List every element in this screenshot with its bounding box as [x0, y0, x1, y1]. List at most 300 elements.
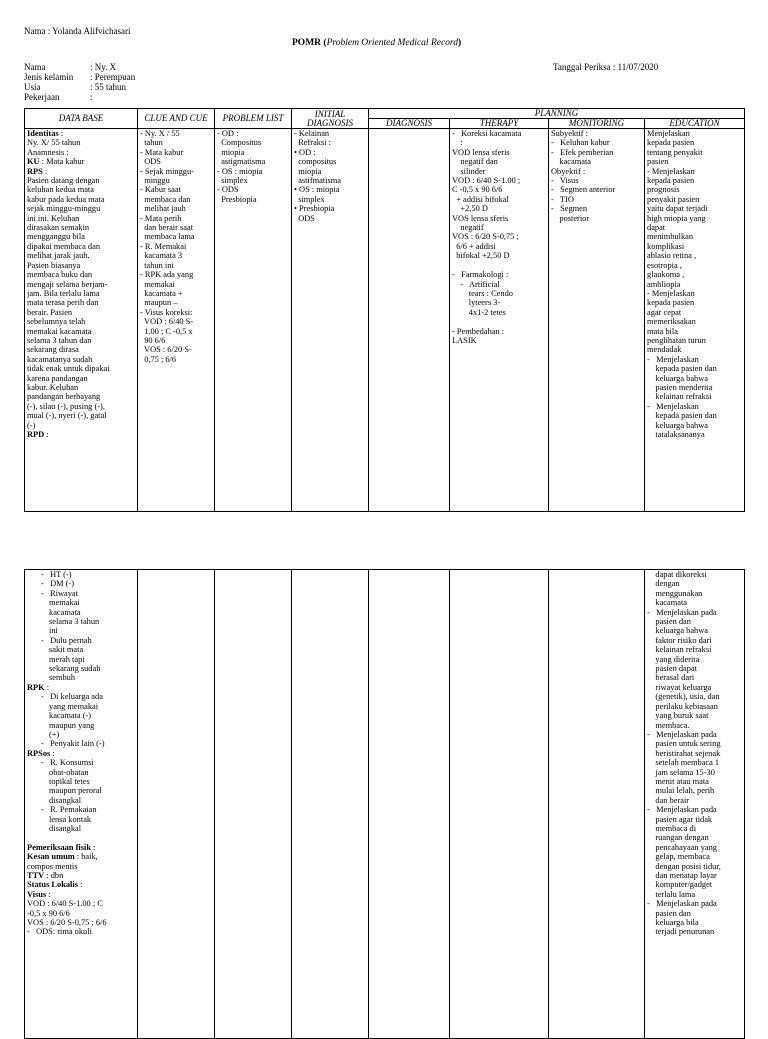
text-line — [27, 242, 135, 251]
text-line: kacamata 3 — [140, 251, 183, 261]
line-text: melihat jarak jauh. — [27, 251, 90, 261]
text-line: kelainan refraksi — [647, 645, 712, 655]
text-line: ruangan dengan — [647, 833, 709, 843]
line-text: obat-obatan — [49, 767, 89, 777]
text-line: simplex — [294, 194, 325, 204]
text-line: negatif — [452, 223, 484, 233]
text-line — [27, 570, 135, 579]
text-line: pasien agar tidak — [647, 814, 713, 824]
text-line: - Artificial — [452, 279, 500, 289]
text-line: ODS — [294, 213, 315, 223]
cell-education-cont — [645, 570, 745, 1039]
text-line — [27, 673, 135, 682]
bold-label: RPSos — [27, 748, 51, 758]
text-line — [27, 374, 135, 383]
line-text: (-) — [27, 420, 36, 430]
text-line: compositus — [294, 157, 337, 167]
cell-initial-cont — [292, 570, 369, 1039]
text-line: yaitu dapat terjadi — [647, 204, 708, 214]
text-line: 0,75 ; 6/6 — [140, 354, 177, 364]
text-line: Obyektif : — [551, 166, 586, 176]
text-line: - Kabur saat — [140, 185, 181, 195]
text-line: VOD : 6/40 S-1.00 ; — [452, 176, 521, 186]
text-line: astigmatisma — [217, 157, 266, 167]
line-text: yang memakai — [49, 701, 99, 711]
line-text: keluhan kedua mata — [27, 185, 94, 195]
text-line — [27, 711, 135, 720]
text-line — [27, 796, 135, 805]
text-line — [27, 336, 135, 345]
line-text: sekarang dirasa — [27, 345, 79, 355]
author-name: Nama : Yolanda Alifvichasari — [24, 26, 131, 36]
pomr-table-page1 — [24, 108, 745, 512]
cell-monitoring-cont — [549, 570, 645, 1039]
text-line: - Sejak minggu- — [140, 166, 194, 176]
text-line — [27, 214, 135, 223]
bold-label: Kesan umum — [27, 852, 75, 862]
text-line: tears : Cendo — [452, 288, 513, 298]
text-line — [27, 185, 135, 194]
text-line: membaca dan — [140, 194, 191, 204]
line-text: selama 3 tahun dan — [27, 335, 92, 345]
line-text: membaca buku dan — [27, 270, 93, 280]
cell-education — [645, 129, 745, 512]
text-line — [27, 758, 135, 767]
text-line — [27, 730, 135, 739]
text-line: - Menjelaskan pada — [647, 805, 717, 815]
text-line: komplikasi — [647, 241, 685, 251]
text-line: - Ny. X / 55 — [140, 129, 180, 138]
text-line: agar cepat — [647, 307, 682, 317]
text-line: tahun — [140, 138, 163, 148]
text-line: high miopia yang — [647, 213, 706, 223]
text-line — [27, 890, 135, 899]
text-line: keluarga bahwa — [647, 626, 709, 636]
line-text: - R. Pemakaian — [41, 805, 97, 815]
text-line: Compositus — [217, 138, 262, 148]
text-line — [27, 768, 135, 777]
text-line — [27, 289, 135, 298]
text-line — [27, 579, 135, 588]
text-line: menimbulkan — [647, 232, 694, 242]
text-line — [27, 176, 135, 185]
bold-label: RPK — [27, 682, 45, 692]
line-text: mengaji selama berjam- — [27, 279, 108, 289]
text-line: - OD : — [217, 129, 239, 138]
text-line: mata bila — [647, 326, 678, 336]
text-line: kelainan refraksi — [647, 392, 712, 402]
line-text: - HT (-) — [41, 570, 72, 579]
line-text: Ny. X/ 55 tahun — [27, 138, 81, 148]
line-text: dirasakan semakin — [27, 223, 90, 233]
text-line: dengan — [647, 579, 680, 589]
text-line: kacamata + — [140, 288, 183, 298]
line-text: sejak minggu-minggu — [27, 204, 101, 214]
bold-label: RPS — [27, 166, 43, 176]
text-line — [27, 899, 135, 908]
line-text: Pasien biasanya — [27, 260, 81, 270]
line-text: kacamata (-) — [49, 711, 92, 721]
bold-label: Status Lokalis — [27, 880, 78, 890]
cell-diagnosis — [369, 129, 450, 512]
text-line: VOD : 6/40 S- — [140, 317, 194, 327]
line-text: selama 3 tahun — [49, 617, 100, 627]
text-line: memakai — [140, 279, 175, 289]
text-line — [27, 739, 135, 748]
text-line — [27, 308, 135, 317]
line-text: -0,5 x 90 6/6 — [27, 908, 70, 918]
text-line: 90 6/6 — [140, 335, 166, 345]
text-line — [452, 261, 546, 270]
text-line — [27, 918, 135, 927]
text-line: - Visus — [551, 176, 579, 186]
text-line: membaca. — [647, 720, 690, 730]
line-text: disangkal — [49, 795, 82, 805]
text-line — [27, 223, 135, 232]
text-line: dan menatap layar — [647, 871, 717, 880]
text-line: : — [452, 138, 463, 148]
text-line: LASIK — [452, 335, 477, 345]
cell-problem-list — [215, 129, 292, 512]
text-line: dengan posisi tidur, — [647, 861, 721, 871]
text-line: menit atau mata — [647, 776, 709, 786]
line-text: : — [44, 682, 50, 692]
line-text: : — [44, 430, 49, 439]
patient-info — [24, 62, 135, 102]
text-line — [27, 862, 135, 871]
line-text: : — [50, 748, 55, 758]
text-line: memeriksakan — [647, 317, 696, 327]
line-text: compos mentis — [27, 861, 78, 871]
text-line: - Menjelaskan — [647, 354, 699, 364]
text-line: kepada pasien — [647, 138, 695, 148]
text-line: pasien dan — [647, 908, 691, 918]
text-line — [27, 383, 135, 392]
text-line: - Segmen — [551, 204, 588, 214]
text-line: - Koreksi kacamata — [452, 129, 522, 138]
text-line: - RPK ada yang — [140, 270, 194, 280]
text-line — [27, 298, 135, 307]
text-line: negatif dan — [452, 157, 498, 167]
text-line — [27, 345, 135, 354]
line-text: berair. Pasien — [27, 307, 73, 317]
text-line — [27, 608, 135, 617]
text-line: kacamata — [647, 598, 687, 608]
line-text: : dbn — [44, 871, 64, 880]
text-line — [27, 355, 135, 364]
line-text: mual (-), nyeri (-), gatal — [27, 411, 107, 421]
text-line: dan berair saat — [140, 223, 194, 233]
text-line: maupun – — [140, 298, 178, 308]
text-line: dapat dikoreksi — [647, 570, 707, 579]
line-text: sakit mata — [49, 645, 84, 655]
text-line: VOS : 6/20 S- — [140, 345, 192, 355]
line-text: merah tapi — [49, 654, 85, 664]
text-line: riwayat keluarga — [647, 682, 712, 692]
bold-label: RPD — [27, 430, 45, 439]
text-line — [27, 805, 135, 814]
text-line: pasien dan — [647, 617, 691, 627]
line-text: mata terasa perih dan — [27, 298, 99, 308]
text-line — [27, 317, 135, 326]
text-line — [27, 589, 135, 598]
text-line: astifmatisma — [294, 176, 341, 186]
bold-label: TTV — [27, 871, 45, 880]
text-line — [27, 411, 135, 420]
text-line: - Visus koreksi: — [140, 307, 193, 317]
text-line — [27, 392, 135, 401]
cell-clue — [138, 129, 215, 512]
text-line: pencahayaan yang — [647, 842, 717, 852]
text-line: VOS : 6/20 S-0,75 ; — [452, 232, 519, 242]
col-header-education: EDUCATION — [645, 119, 745, 129]
cell-therapy-cont — [450, 570, 549, 1039]
text-line: perilaku kebiasaan — [647, 701, 718, 711]
text-line — [27, 204, 135, 213]
text-line: - Segmen anterior — [551, 185, 616, 195]
page-title — [292, 38, 461, 48]
text-line — [27, 664, 135, 673]
line-text: memakai kacamata — [27, 326, 92, 336]
text-line — [27, 702, 135, 711]
col-header-monitoring: MONITORING — [549, 119, 645, 129]
text-line: posterior — [551, 213, 590, 223]
text-line: penglihatan turun — [647, 335, 706, 345]
line-text: kacamatanya sudah — [27, 354, 93, 364]
line-text — [27, 833, 29, 842]
text-line: C -0,5 x 90 6/6 — [452, 185, 503, 195]
col-header-planning: PLANNING — [369, 109, 745, 119]
text-line: - Mata kabur — [140, 147, 184, 157]
cell-monitoring — [549, 129, 645, 512]
text-line: penyakit pasien — [647, 194, 700, 204]
line-text: dipakai membaca dan — [27, 241, 101, 251]
line-text: (-), silau (-), pusing (-), — [27, 401, 105, 411]
title-close: ) — [458, 38, 462, 48]
text-line: glaukoma , — [647, 270, 685, 280]
col-header-clue: CLUE AND CUE — [138, 109, 215, 129]
text-line: kacamata — [551, 157, 591, 167]
text-line — [27, 626, 135, 635]
text-line — [27, 692, 135, 701]
line-text: : baik, — [74, 852, 98, 862]
cell-problem-cont — [215, 570, 292, 1039]
text-line: Presbiopia — [217, 194, 257, 204]
text-line: - Kelainan — [294, 129, 330, 138]
text-line — [27, 721, 135, 730]
cell-database — [25, 129, 138, 512]
line-text: ini ini. Keluhan — [27, 213, 80, 223]
text-line: setelah membaca 1 — [647, 758, 720, 768]
text-line: - Menjelaskan — [647, 288, 695, 298]
col-header-diagnosis: DIAGNOSIS — [369, 119, 450, 129]
text-line: - ODS — [217, 185, 239, 195]
title-bold: POMR ( — [292, 38, 327, 48]
line-text: pandangan berbayang — [27, 392, 101, 402]
col-header-therapy: THERAPY — [450, 119, 549, 129]
text-line: (genetik), usia, dan — [647, 692, 720, 702]
text-line: lyteers 3- — [452, 298, 501, 308]
line-text: kacamata — [49, 607, 81, 617]
text-line: - Mata perih — [140, 213, 182, 223]
text-line: • Presbiopia — [294, 204, 335, 214]
text-line — [27, 167, 135, 176]
text-line: ODS — [140, 157, 161, 167]
text-line — [27, 636, 135, 645]
text-line: - Menjelaskan — [647, 166, 695, 176]
line-text: topikal tetes — [49, 776, 90, 786]
text-line: Subyektif : — [551, 129, 588, 138]
text-line: - Farmakologi : — [452, 270, 509, 280]
text-line — [27, 598, 135, 607]
text-line: - TIO — [551, 194, 574, 204]
text-line: dan berair — [647, 795, 690, 805]
text-line — [27, 232, 135, 241]
text-line: - OS : miopia — [217, 166, 263, 176]
text-line: terjadi penurunan — [647, 927, 715, 937]
line-text: tidak enak untuk dipakai — [27, 364, 110, 374]
patient-row-job: Pekerjaan : — [24, 92, 93, 102]
text-line: menggunakan — [647, 588, 703, 598]
line-text: VOS : 6/20 S-0,75 ; 6/6 — [27, 918, 107, 928]
line-text: - Riwayat — [41, 588, 78, 598]
text-line: 4x1-2 tetes — [452, 307, 506, 317]
text-line: membaca di — [647, 823, 697, 833]
text-line: yang diderita — [647, 654, 700, 664]
line-text: sembuh — [49, 673, 76, 683]
text-line: kepada pasien dan — [647, 411, 717, 421]
line-text: - DM (-) — [41, 579, 75, 589]
line-text: kabur. Keluhan — [27, 382, 79, 392]
text-line — [27, 683, 135, 692]
line-text: karena pandangan — [27, 373, 88, 383]
text-line — [27, 655, 135, 664]
line-text: - Dulu pernah — [41, 635, 92, 645]
text-line: pasien menderita — [647, 382, 713, 392]
exam-date: Tanggal Periksa : 11/07/2020 — [553, 62, 659, 72]
text-line — [27, 833, 135, 842]
text-line: • OD : — [294, 147, 316, 157]
text-line: pasien dapat — [647, 664, 698, 674]
line-text: : — [42, 166, 48, 176]
text-line: simplex — [217, 176, 248, 186]
text-line — [27, 195, 135, 204]
title-italic: Problem Oriented Medical Record — [326, 38, 459, 48]
text-line: • OS : miopia — [294, 185, 340, 195]
line-text: - Penyakit lain (-) — [41, 739, 105, 749]
text-line: dapat — [647, 223, 666, 233]
text-line: mulai lelah, perih — [647, 786, 715, 796]
text-line — [27, 852, 135, 861]
text-line — [27, 157, 135, 166]
text-line — [27, 871, 135, 880]
text-line — [27, 421, 135, 430]
col-header-problem: PROBLEM LIST — [215, 109, 292, 129]
text-line — [27, 927, 135, 936]
text-line — [27, 280, 135, 289]
col-header-initial: INITIAL DIAGNOSIS — [292, 109, 369, 129]
cell-clue-cont — [138, 570, 215, 1039]
text-line: tatalaksananya — [647, 430, 705, 439]
patient-row-name: Nama : Ny. X — [24, 62, 117, 72]
text-line: tahun ini — [140, 260, 174, 270]
text-line — [27, 148, 135, 157]
text-line — [27, 843, 135, 852]
line-text: sekarang sudah — [49, 664, 101, 674]
text-line: gelap, membaca — [647, 852, 710, 862]
text-line: keluarga bahwa — [647, 373, 709, 383]
text-line — [452, 317, 546, 326]
text-line: 1.00 ; C -0,5 x — [140, 326, 193, 336]
text-line: komputer/gadget — [647, 880, 713, 890]
text-line: kepada pasien — [647, 176, 695, 186]
text-line: Refraksi : — [294, 138, 331, 148]
text-line: pasien — [647, 157, 669, 167]
text-line: membaca lama — [140, 232, 195, 242]
text-line: - Pembedahan : — [452, 326, 505, 336]
line-text: lensa kontak — [49, 814, 92, 824]
bold-label: KU — [27, 157, 40, 167]
cell-therapy — [450, 129, 549, 512]
line-text: maupun yang — [49, 720, 95, 730]
text-line — [27, 786, 135, 795]
text-line: +2,50 D — [452, 204, 488, 214]
line-text: maupun peroral — [49, 786, 102, 796]
text-line: - Efek pemberian — [551, 147, 614, 157]
text-line: melihat jauh — [140, 204, 186, 214]
text-line — [27, 251, 135, 260]
text-line: ablasio retina , — [647, 251, 697, 261]
text-line: prognosis — [647, 185, 680, 195]
text-line: terlalu lama — [647, 889, 696, 899]
text-line — [27, 815, 135, 824]
col-header-database: DATA BASE — [25, 109, 138, 129]
line-text: : — [46, 889, 51, 899]
text-line — [27, 749, 135, 758]
text-line: - Menjelaskan — [647, 401, 699, 411]
text-line: - Menjelaskan pada — [647, 729, 717, 739]
text-line: bifokal +2,50 D — [452, 251, 510, 261]
text-line: tentang penyakit — [647, 147, 703, 157]
text-line: keluarga bila — [647, 918, 699, 928]
text-line — [27, 270, 135, 279]
line-text: jam. Bila terlalu lama — [27, 288, 100, 298]
text-line: kepada pasien dan — [647, 364, 717, 374]
line-text: disangkal — [49, 823, 82, 833]
text-line: kepada pasien — [647, 298, 695, 308]
text-line: faktor risiko dari — [647, 635, 712, 645]
line-text: memakai — [49, 598, 80, 608]
line-text: - ODS: rima okuli — [27, 927, 92, 937]
text-line: pasien untuk sering — [647, 739, 721, 749]
text-line: miopia — [217, 147, 245, 157]
cell-initial-diagnosis — [292, 129, 369, 512]
text-line — [27, 777, 135, 786]
text-line: silinder — [452, 166, 486, 176]
line-text: sebelumnya telah — [27, 317, 86, 327]
line-text: Anamnesis : — [27, 147, 69, 157]
text-line: - R. Memakai — [140, 241, 187, 251]
text-line: beristirahat sejenak — [647, 748, 721, 758]
text-line: + addisi bifokal — [452, 194, 509, 204]
text-line: yang buruk saat — [647, 711, 709, 721]
text-line — [27, 364, 135, 373]
text-line: berasal dari — [647, 673, 695, 683]
text-line — [27, 430, 135, 439]
patient-row-age: Usia : 55 tahun — [24, 82, 126, 92]
line-text: VOD : 6/40 S-1.00 ; C — [27, 899, 103, 909]
line-text: ini — [49, 626, 58, 636]
